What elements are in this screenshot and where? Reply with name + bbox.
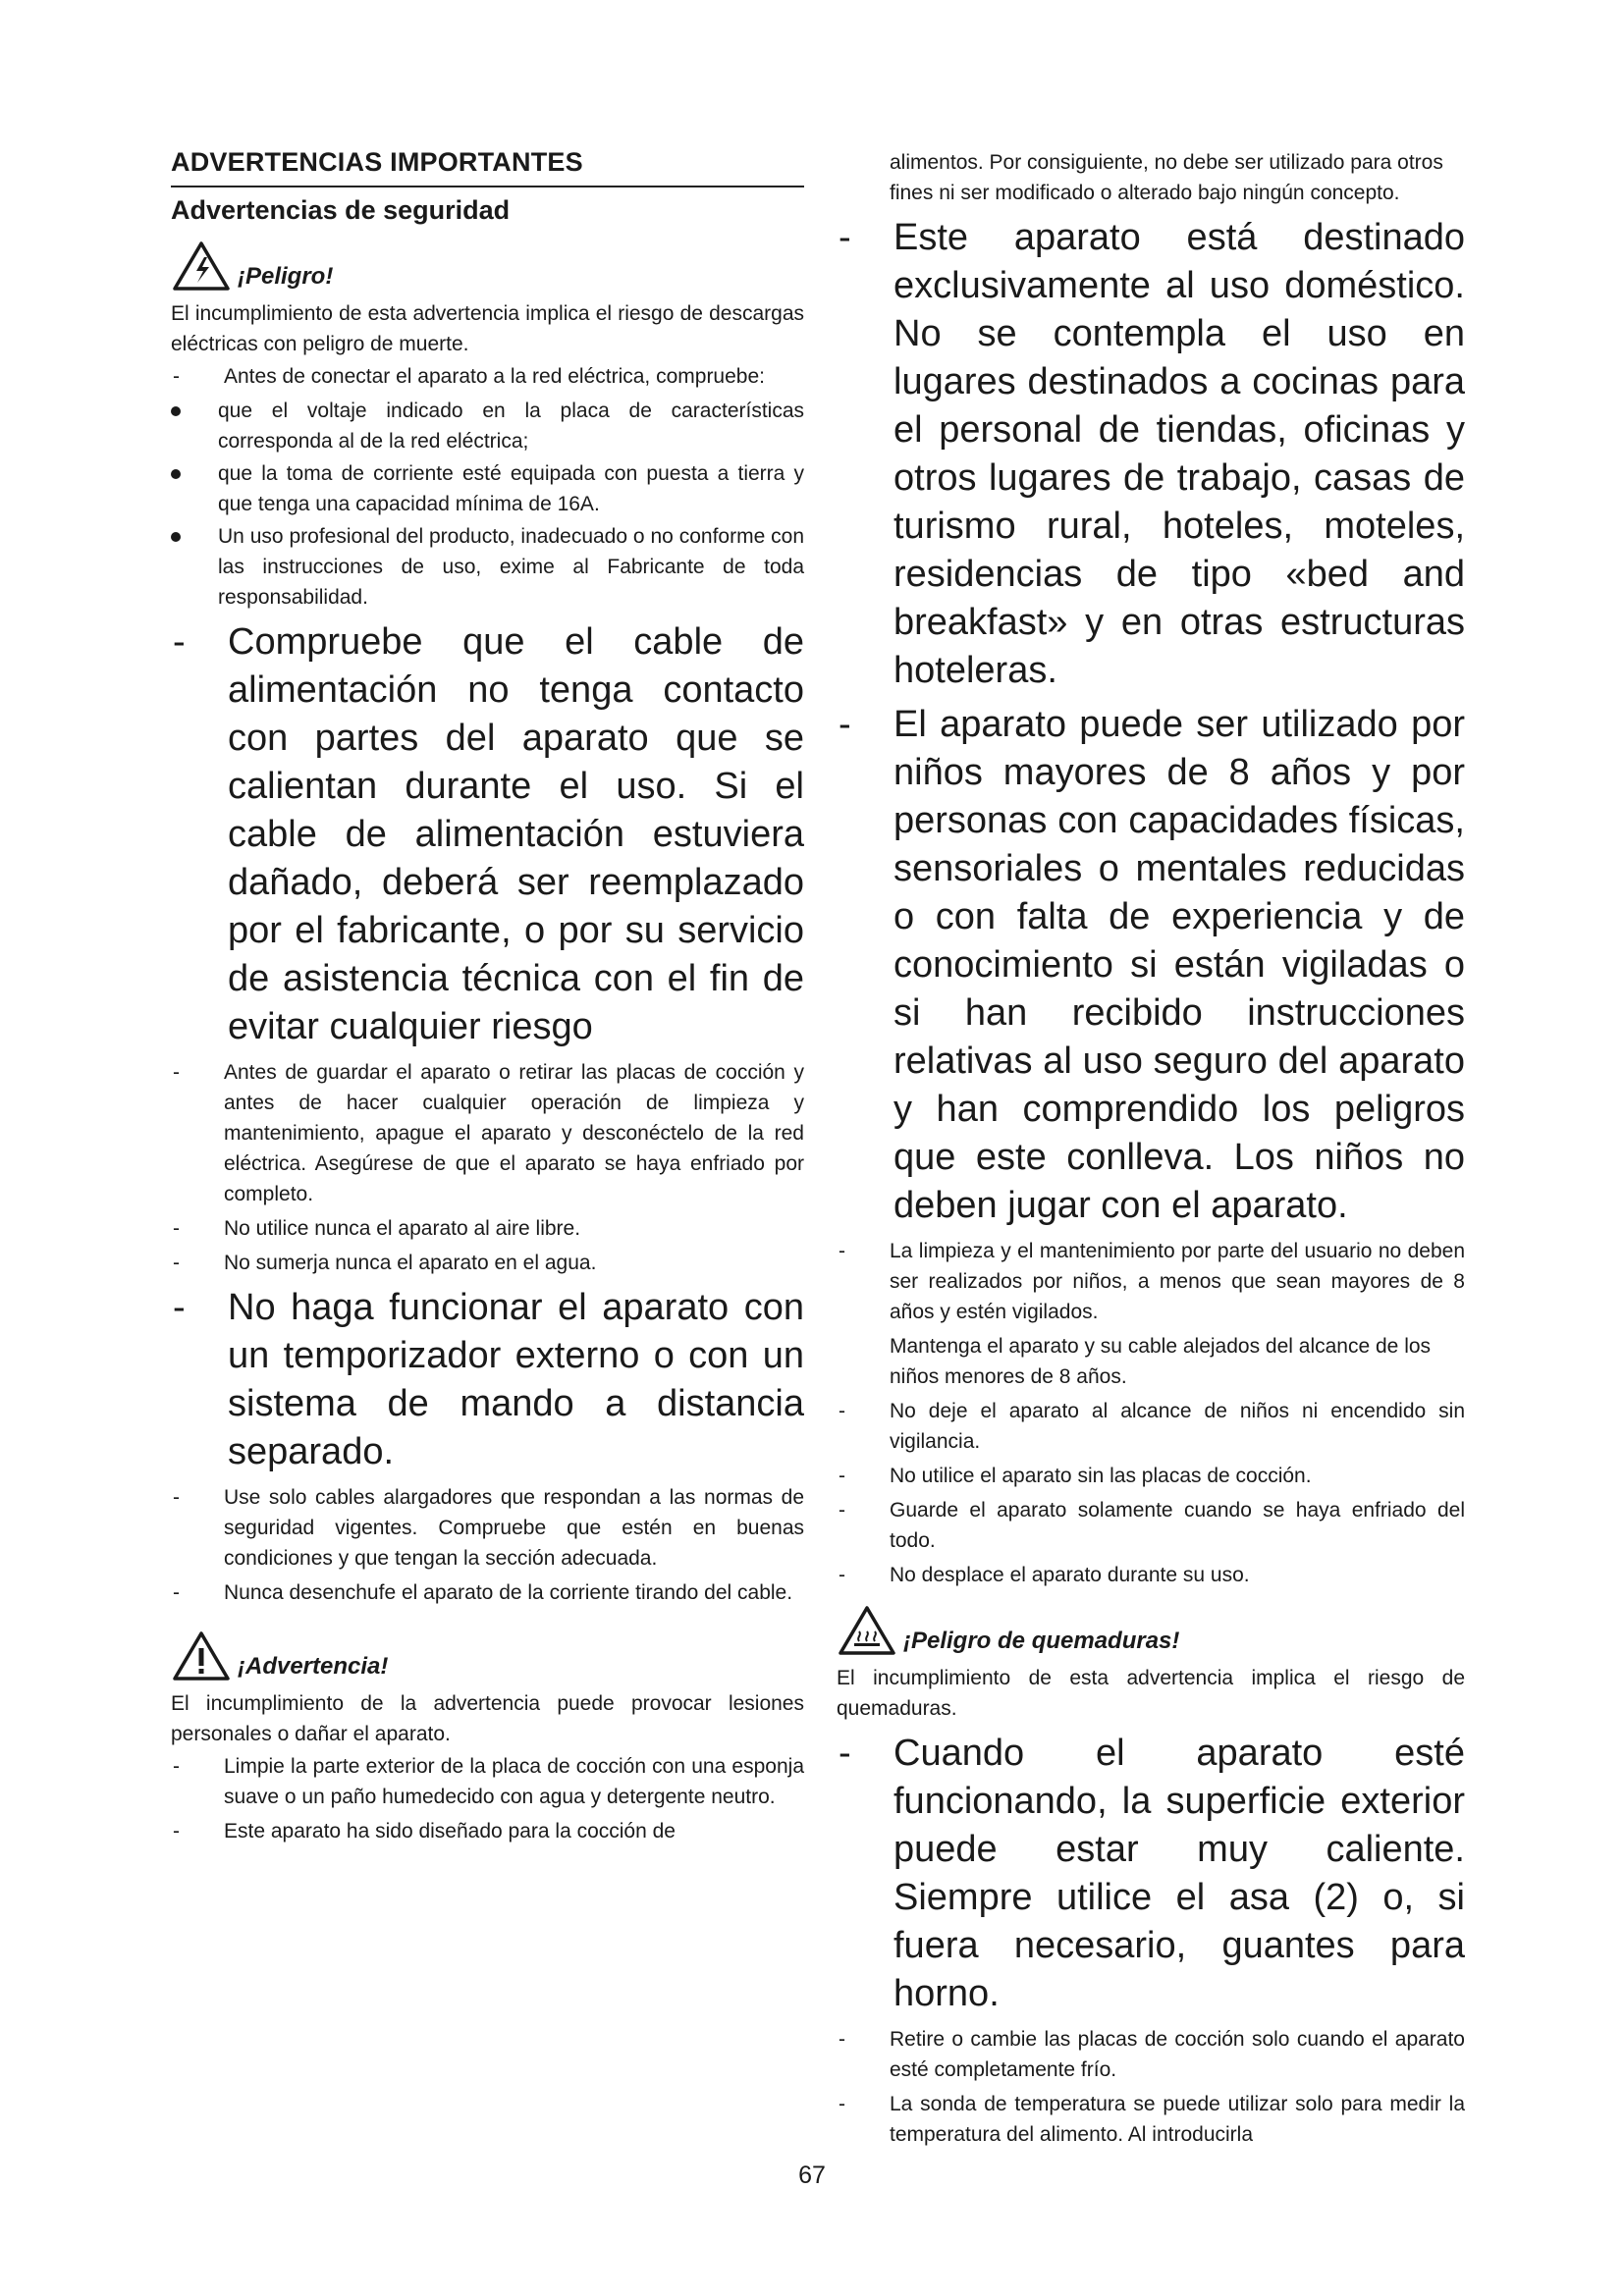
warning-intro: El incumplimiento de la advertencia puede provocar lesiones personales o dañar el aparato. (171, 1692, 804, 1745)
continuation-text: alimentos. Por consiguiente, no debe ser utilizado para otros fines ni ser modificado o alterado bajo ningún concepto. (890, 151, 1443, 204)
list-item: - Antes de guardar el aparato o retirar las placas de cocción y antes de hacer cualquier operación de limpieza y mantenimiento, apague el aparato y desconéctelo de la red eléctrica. Asegúrese de que el aparato se haya enfriado por completo. (173, 1061, 804, 1205)
danger-title: ¡Peligro! (238, 263, 334, 290)
list-item: - No sumerja nunca el aparato en el agua. (173, 1252, 597, 1274)
warning-title: ¡Advertencia! (238, 1653, 389, 1680)
list-item: - Nunca desenchufe el aparato de la corriente tirando del cable. (173, 1581, 793, 1604)
bullet-item: que el voltaje indicado en la placa de características corresponda al de la red eléctrica; (171, 396, 804, 456)
danger-heading (171, 240, 804, 293)
list-item: - Guarde el aparato solamente cuando se haya enfriado del todo. (839, 1499, 1465, 1552)
list-item: - La sonda de temperatura se puede utilizar solo para medir la temperatura del alimento. Al introducirla (839, 2093, 1465, 2146)
subsection-title: Advertencias de seguridad (171, 195, 511, 225)
list-item: - Limpie la parte exterior de la placa de cocción con una esponja suave o un paño humedecido con agua y detergente neutro. (173, 1755, 804, 1808)
burn-heading (837, 1604, 1465, 1657)
danger-intro: El incumplimiento de esta advertencia implica el riesgo de descargas eléctricas con peligro de muerte. (171, 302, 804, 355)
bullet-dot (171, 469, 181, 479)
electric-shock-warning-icon (171, 240, 232, 293)
list-item-emphasized: - Compruebe que el cable de alimentación no tenga contacto con partes del aparato que se calientan durante el uso. Si el cable de alimentación estuviera dañado, deberá ser reemplazado por el fabricante, o por su servicio de asistencia técnica con el fin de evitar cualquier riesgo (173, 621, 804, 1047)
list-item: - No deje el aparato al alcance de niños ni encendido sin vigilancia. (839, 1400, 1465, 1453)
list-item: - Retire o cambie las placas de cocción solo cuando el aparato esté completamente frío. (839, 2028, 1465, 2081)
left-column (171, 147, 804, 1850)
hot-surface-warning-icon (837, 1604, 897, 1657)
bullet-dot (171, 532, 181, 542)
burn-intro: El incumplimiento de esta advertencia implica el riesgo de quemaduras. (837, 1667, 1465, 1720)
page-number: 67 (798, 2162, 826, 2189)
bullet-item: que la toma de corriente esté equipada con puesta a tierra y que tenga una capacidad mínima de 16A. (171, 458, 804, 519)
list-item-emphasized: - Este aparato está destinado exclusivamente al uso doméstico. No se contempla el uso en lugares destinados a cocinas para el personal de tiendas, oficinas y otros lugares de trabajo, casas de turismo rural, hoteles, moteles, residencias de tipo «bed and breakfast» y en otras estructuras hoteleras. (839, 217, 1465, 691)
list-item: - Este aparato ha sido diseñado para la cocción de (173, 1820, 676, 1842)
exclamation-warning-icon (171, 1629, 232, 1682)
warning-heading (171, 1629, 804, 1682)
list-item-emphasized: - Cuando el aparato esté funcionando, la superficie exterior puede estar muy caliente. Siempre utilice el asa (2) o, si fuera necesario, guantes para horno. (839, 1733, 1465, 2014)
list-item: - No utilice el aparato sin las placas de cocción. (839, 1465, 1312, 1487)
list-item: - No utilice nunca el aparato al aire libre. (173, 1217, 581, 1240)
list-item: - La limpieza y el mantenimiento por parte del usuario no deben ser realizados por niños, a menos que sean mayores de 8 años y estén vigilados. (839, 1240, 1465, 1323)
bullet-item: Un uso profesional del producto, inadecuado o no conforme con las instrucciones de uso, exime al Fabricante de toda responsabilidad. (171, 521, 804, 613)
burn-title: ¡Peligro de quemaduras! (903, 1628, 1180, 1654)
list-item: - Antes de conectar el aparato a la red eléctrica, compruebe: (173, 365, 765, 388)
list-item: - No desplace el aparato durante su uso. (839, 1564, 1250, 1586)
list-item-continuation: Mantenga el aparato y su cable alejados del alcance de los niños menores de 8 años. (890, 1335, 1432, 1388)
list-item-emphasized: - El aparato puede ser utilizado por niños mayores de 8 años y por personas con capacidades físicas, sensoriales o mentales reducidas o con falta de experiencia y de conocimiento si están vigiladas o si han recibido instrucciones relativas al uso seguro del aparato y han comprendido los peligros que este conlleva. Los niños no deben jugar con el aparato. (839, 704, 1465, 1226)
section-title: ADVERTENCIAS IMPORTANTES (171, 147, 804, 187)
bullet-dot (171, 406, 181, 416)
right-column (837, 147, 1465, 2154)
list-item-emphasized: - No haga funcionar el aparato con un temporizador externo o con un sistema de mando a distancia separado. (173, 1287, 804, 1472)
list-item: - Use solo cables alargadores que respondan a las normas de seguridad vigentes. Compruebe que estén en buenas condiciones y que tengan la sección adecuada. (173, 1486, 804, 1570)
